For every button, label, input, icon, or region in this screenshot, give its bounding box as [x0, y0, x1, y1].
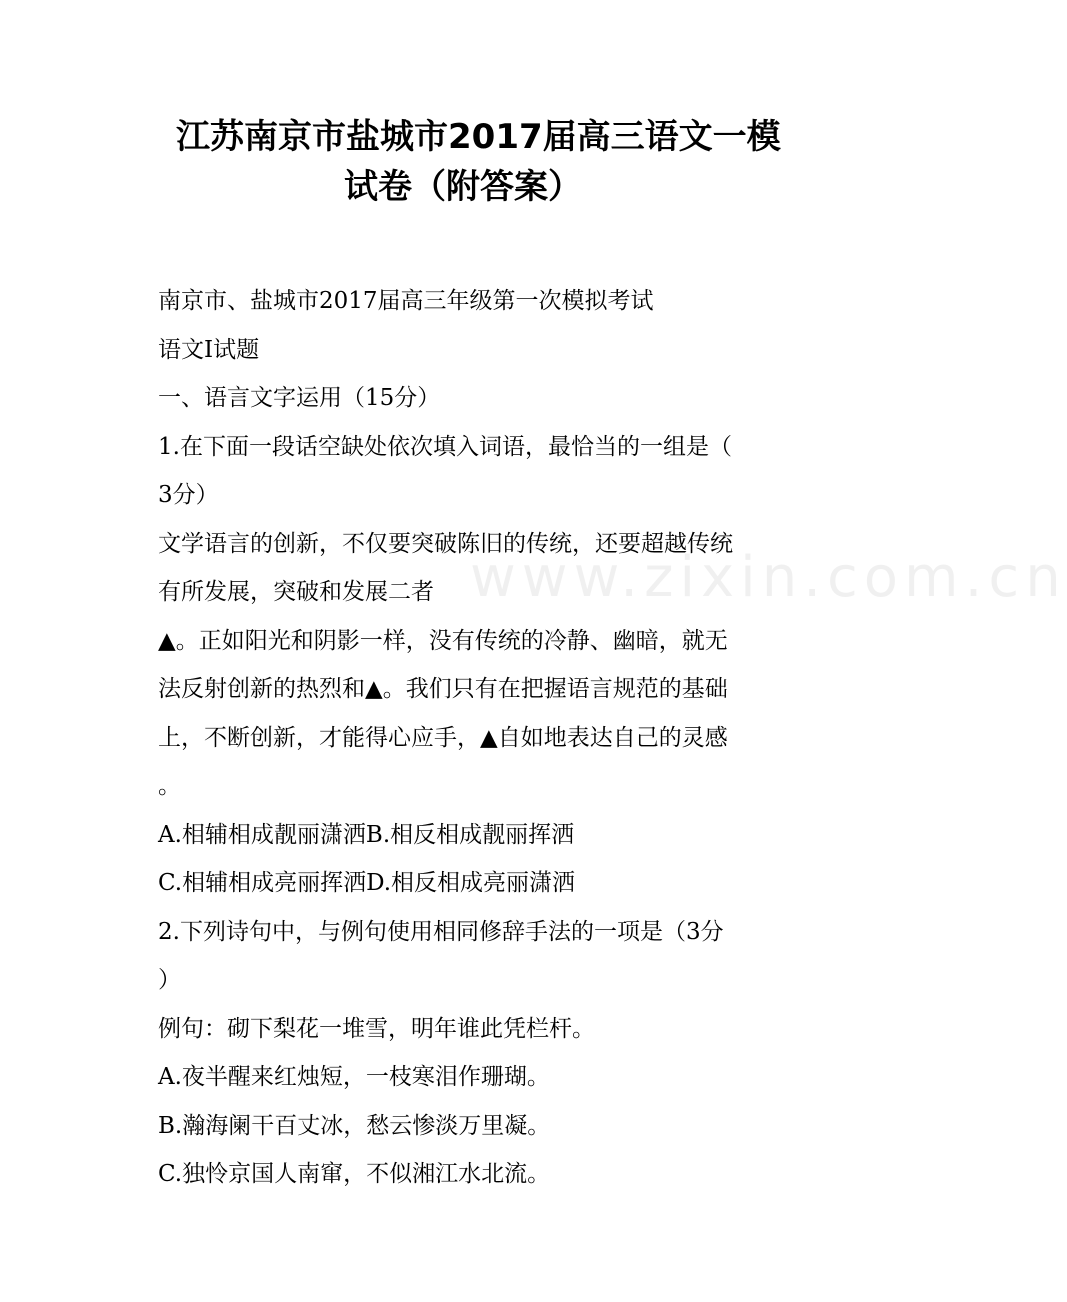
document-body — [158, 277, 770, 1199]
question-1-line: 3分） — [158, 482, 219, 508]
passage-line: 。 — [158, 773, 181, 799]
passage-line: 法反射创新的热烈和▲。我们只有在把握语言规范的基础 — [158, 676, 728, 702]
passage-line: ▲。正如阳光和阴影一样，没有传统的冷静、幽暗，就无 — [158, 627, 728, 654]
option-line: A.相辅相成靓丽潇洒B.相反相成靓丽挥洒 — [158, 821, 575, 848]
question-2-line: ） — [158, 967, 181, 993]
title-line-1: 江苏南京市盐城市2017届高三语文一模 — [176, 117, 781, 157]
option-line: C.独怜京国人南窜，不似湘江水北流。 — [158, 1161, 551, 1187]
title-line-2: 试卷（附答案） — [344, 167, 582, 207]
section-heading: 一、语言文字运用（15分） — [158, 385, 441, 411]
text-line: 语文Ⅰ试题 — [158, 336, 260, 363]
option-line: B.瀚海阑干百丈冰，愁云惨淡万里凝。 — [158, 1112, 551, 1139]
document-title — [0, 112, 920, 212]
question-1-line: 1.在下面一段话空缺处依次填入词语，最恰当的一组是（ — [158, 433, 732, 460]
text-line: 南京市、盐城市2017届高三年级第一次模拟考试 — [158, 288, 654, 314]
passage-line: 上，不断创新，才能得心应手，▲自如地表达自己的灵感 — [158, 724, 728, 751]
example-line: 例句：砌下梨花一堆雪，明年谁此凭栏杆。 — [158, 1015, 595, 1042]
option-line: C.相辅相成亮丽挥洒D.相反相成亮丽潇洒 — [158, 870, 576, 896]
passage-line: 有所发展，突破和发展二者 — [158, 579, 434, 605]
option-line: A.夜半醒来红烛短，一枝寒泪作珊瑚。 — [158, 1064, 550, 1090]
passage-line: 文学语言的创新，不仅要突破陈旧的传统，还要超越传统 — [158, 530, 733, 557]
watermark: www.zixin.com.cn — [470, 545, 1067, 610]
question-2-line: 2.下列诗句中，与例句使用相同修辞手法的一项是（3分 — [158, 918, 724, 945]
